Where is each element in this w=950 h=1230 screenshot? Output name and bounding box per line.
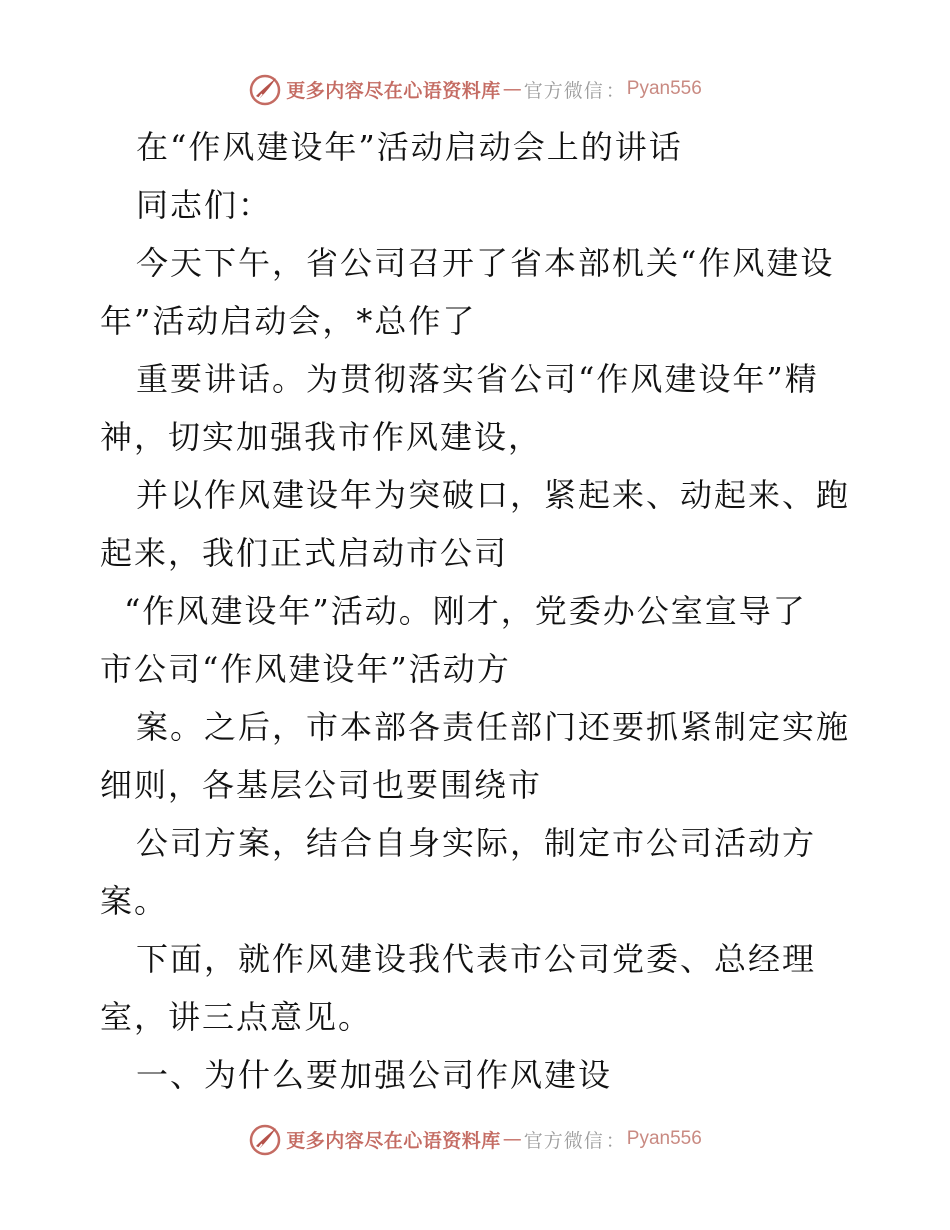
doc-line: “作风建设年”活动。刚才，党委办公室宣导了 xyxy=(124,592,807,630)
doc-line: 公司方案，结合自身实际，制定市公司活动方 xyxy=(136,824,817,862)
doc-line: 年”活动启动会，*总作了 xyxy=(100,302,477,340)
doc-section-heading: 一、为什么要加强公司作风建设 xyxy=(136,1056,613,1094)
watermark-separator: ： xyxy=(605,79,625,102)
doc-line: 细则，各基层公司也要围绕市 xyxy=(100,766,543,804)
watermark-wechat-id: Pyan556 xyxy=(626,1128,702,1149)
watermark-dash: — xyxy=(502,78,522,100)
doc-line: 案。之后，市本部各责任部门还要抓紧制定实施 xyxy=(136,708,851,746)
watermark-separator: ： xyxy=(605,1129,625,1152)
doc-line: 室，讲三点意见。 xyxy=(100,998,373,1036)
footer-watermark xyxy=(0,1122,950,1156)
watermark-dash: — xyxy=(502,1128,522,1150)
watermark-label: 官方微信 xyxy=(523,79,604,102)
header-watermark xyxy=(0,72,950,106)
quill-pen-logo-icon xyxy=(248,72,282,106)
document-body xyxy=(100,118,860,1104)
doc-line: 下面，就作风建设我代表市公司党委、总经理 xyxy=(136,940,817,978)
doc-line: 并以作风建设年为突破口，紧起来、动起来、跑 xyxy=(136,476,851,514)
watermark-label: 官方微信 xyxy=(523,1129,604,1152)
watermark-wechat-id: Pyan556 xyxy=(626,78,702,99)
doc-line: 案。 xyxy=(100,882,169,920)
doc-title: 在“作风建设年”活动启动会上的讲话 xyxy=(136,128,683,166)
doc-line: 今天下午，省公司召开了省本部机关“作风建设 xyxy=(136,244,835,282)
doc-line: 神，切实加强我市作风建设， xyxy=(100,418,543,456)
doc-line: 重要讲话。为贯彻落实省公司“作风建设年”精 xyxy=(136,360,819,398)
watermark-brand: 更多内容尽在心语资料库 xyxy=(286,1129,501,1152)
doc-line: 起来，我们正式启动市公司 xyxy=(100,534,509,572)
doc-salutation: 同志们： xyxy=(136,186,273,224)
doc-line: 市公司“作风建设年”活动方 xyxy=(100,650,511,688)
watermark-brand: 更多内容尽在心语资料库 xyxy=(286,79,501,102)
quill-pen-logo-icon xyxy=(248,1122,282,1156)
